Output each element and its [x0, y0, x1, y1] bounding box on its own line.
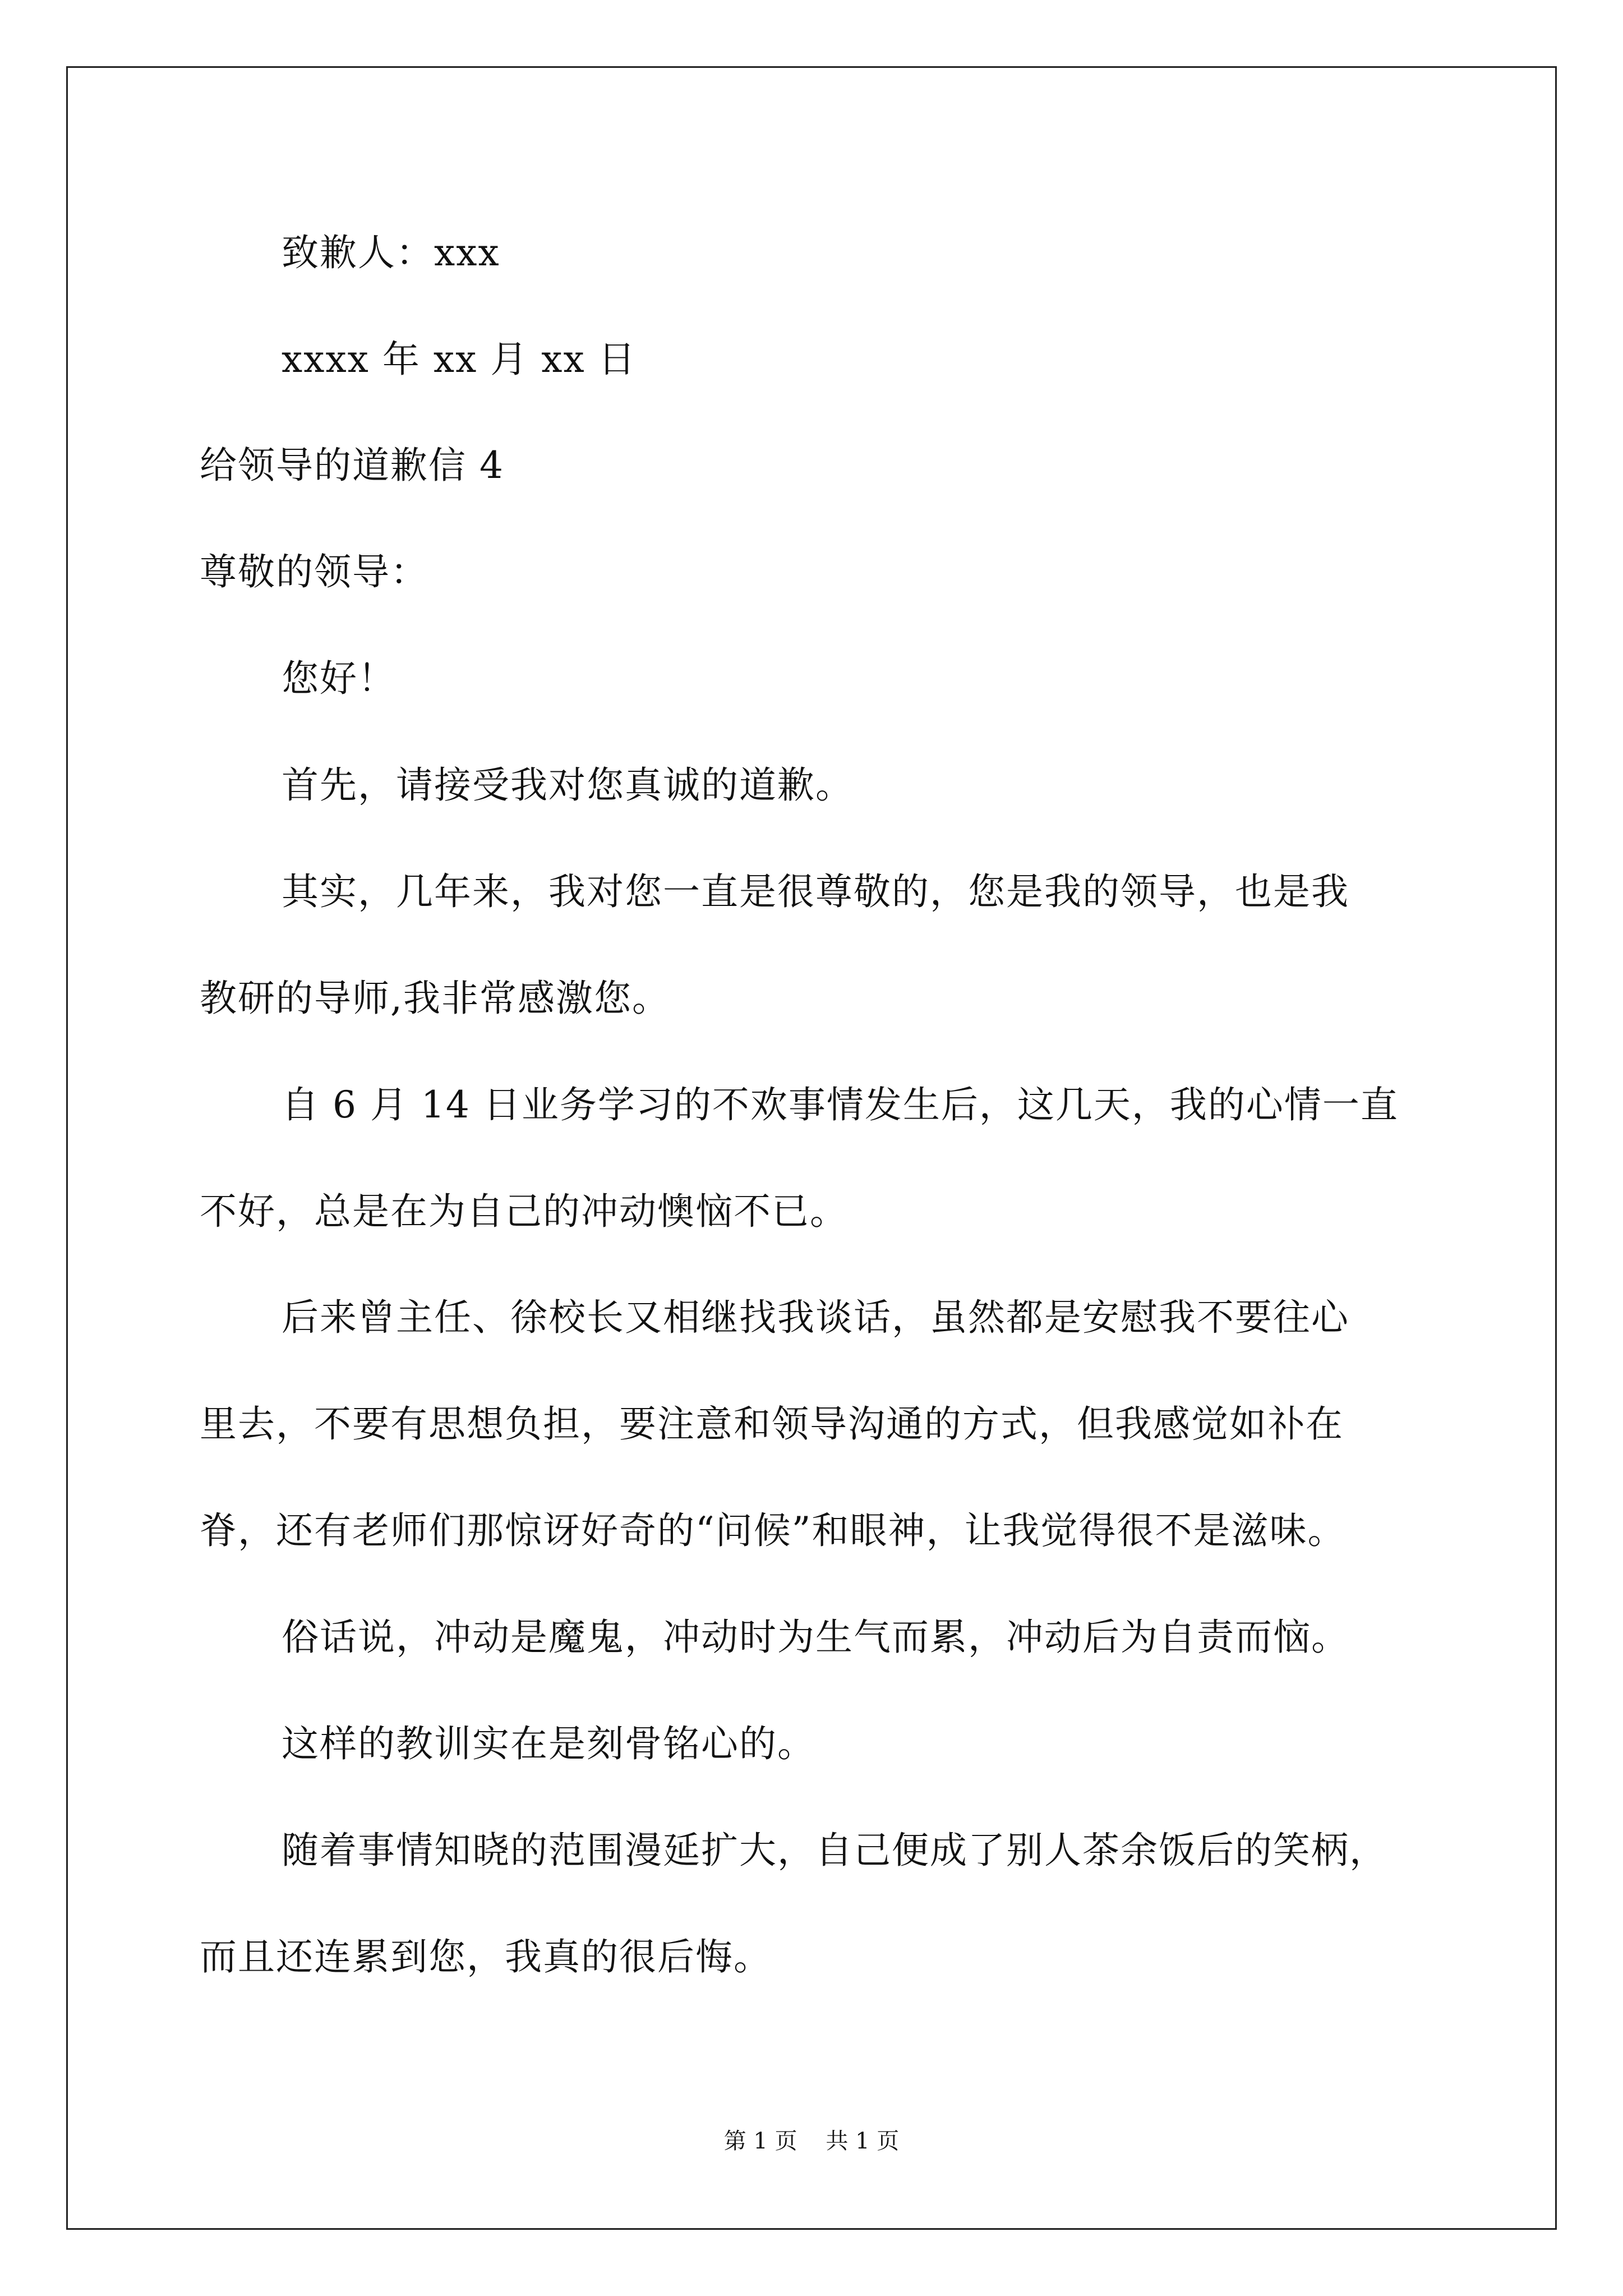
paragraph-line: 俗话说，冲动是魔鬼，冲动时为生气而累，冲动后为自责而恼。: [282, 1616, 1349, 1659]
paragraph-line: 这样的教训实在是刻骨铭心的。: [282, 1722, 815, 1765]
salutation: 尊敬的领导：: [200, 550, 428, 593]
paragraph-line: 其实，几年来，我对您一直是很尊敬的，您是我的领导，也是我: [282, 870, 1349, 913]
page-border: [66, 66, 1557, 2230]
paragraph-line: 里去，不要有思想负担，要注意和领导沟通的方式，但我感觉如䃼在: [200, 1402, 1344, 1446]
paragraph-line: 自 6 月 14 日业务学习的不欢事情发生后，这几天，我的心情一直: [282, 1083, 1399, 1126]
paragraph-line: 教研的导师,我非常感激您。: [200, 977, 670, 1020]
paragraph-line: 后来曾主任、徐校长又相继找我谈话，虽然都是安慰我不要往心: [282, 1296, 1349, 1339]
date-line: xxxx 年 xx 月 xx 日: [282, 338, 637, 381]
paragraph-line: 首先，请接受我对您真诚的道歉。: [282, 763, 854, 807]
paragraph-line: 不好，总是在为自己的冲动懊恼不已。: [200, 1190, 848, 1233]
paragraph-line: 脊，还有老师们那惊讶好奇的“问候”和眼神，让我觉得很不是滋味。: [200, 1509, 1346, 1552]
letter-title: 给领导的道歉信 4: [200, 444, 504, 487]
paragraph-line: 随着事情知晓的范围漫延扩大，自己便成了别人茶余饭后的笑柄，: [282, 1829, 1387, 1872]
greeting: 您好！: [282, 657, 396, 700]
signature-line: 致歉人：xxx: [282, 231, 500, 274]
page-number-footer: 第 1 页 共 1 页: [723, 2128, 900, 2154]
paragraph-line: 而且还连累到您，我真的很后悔。: [200, 1935, 772, 1978]
